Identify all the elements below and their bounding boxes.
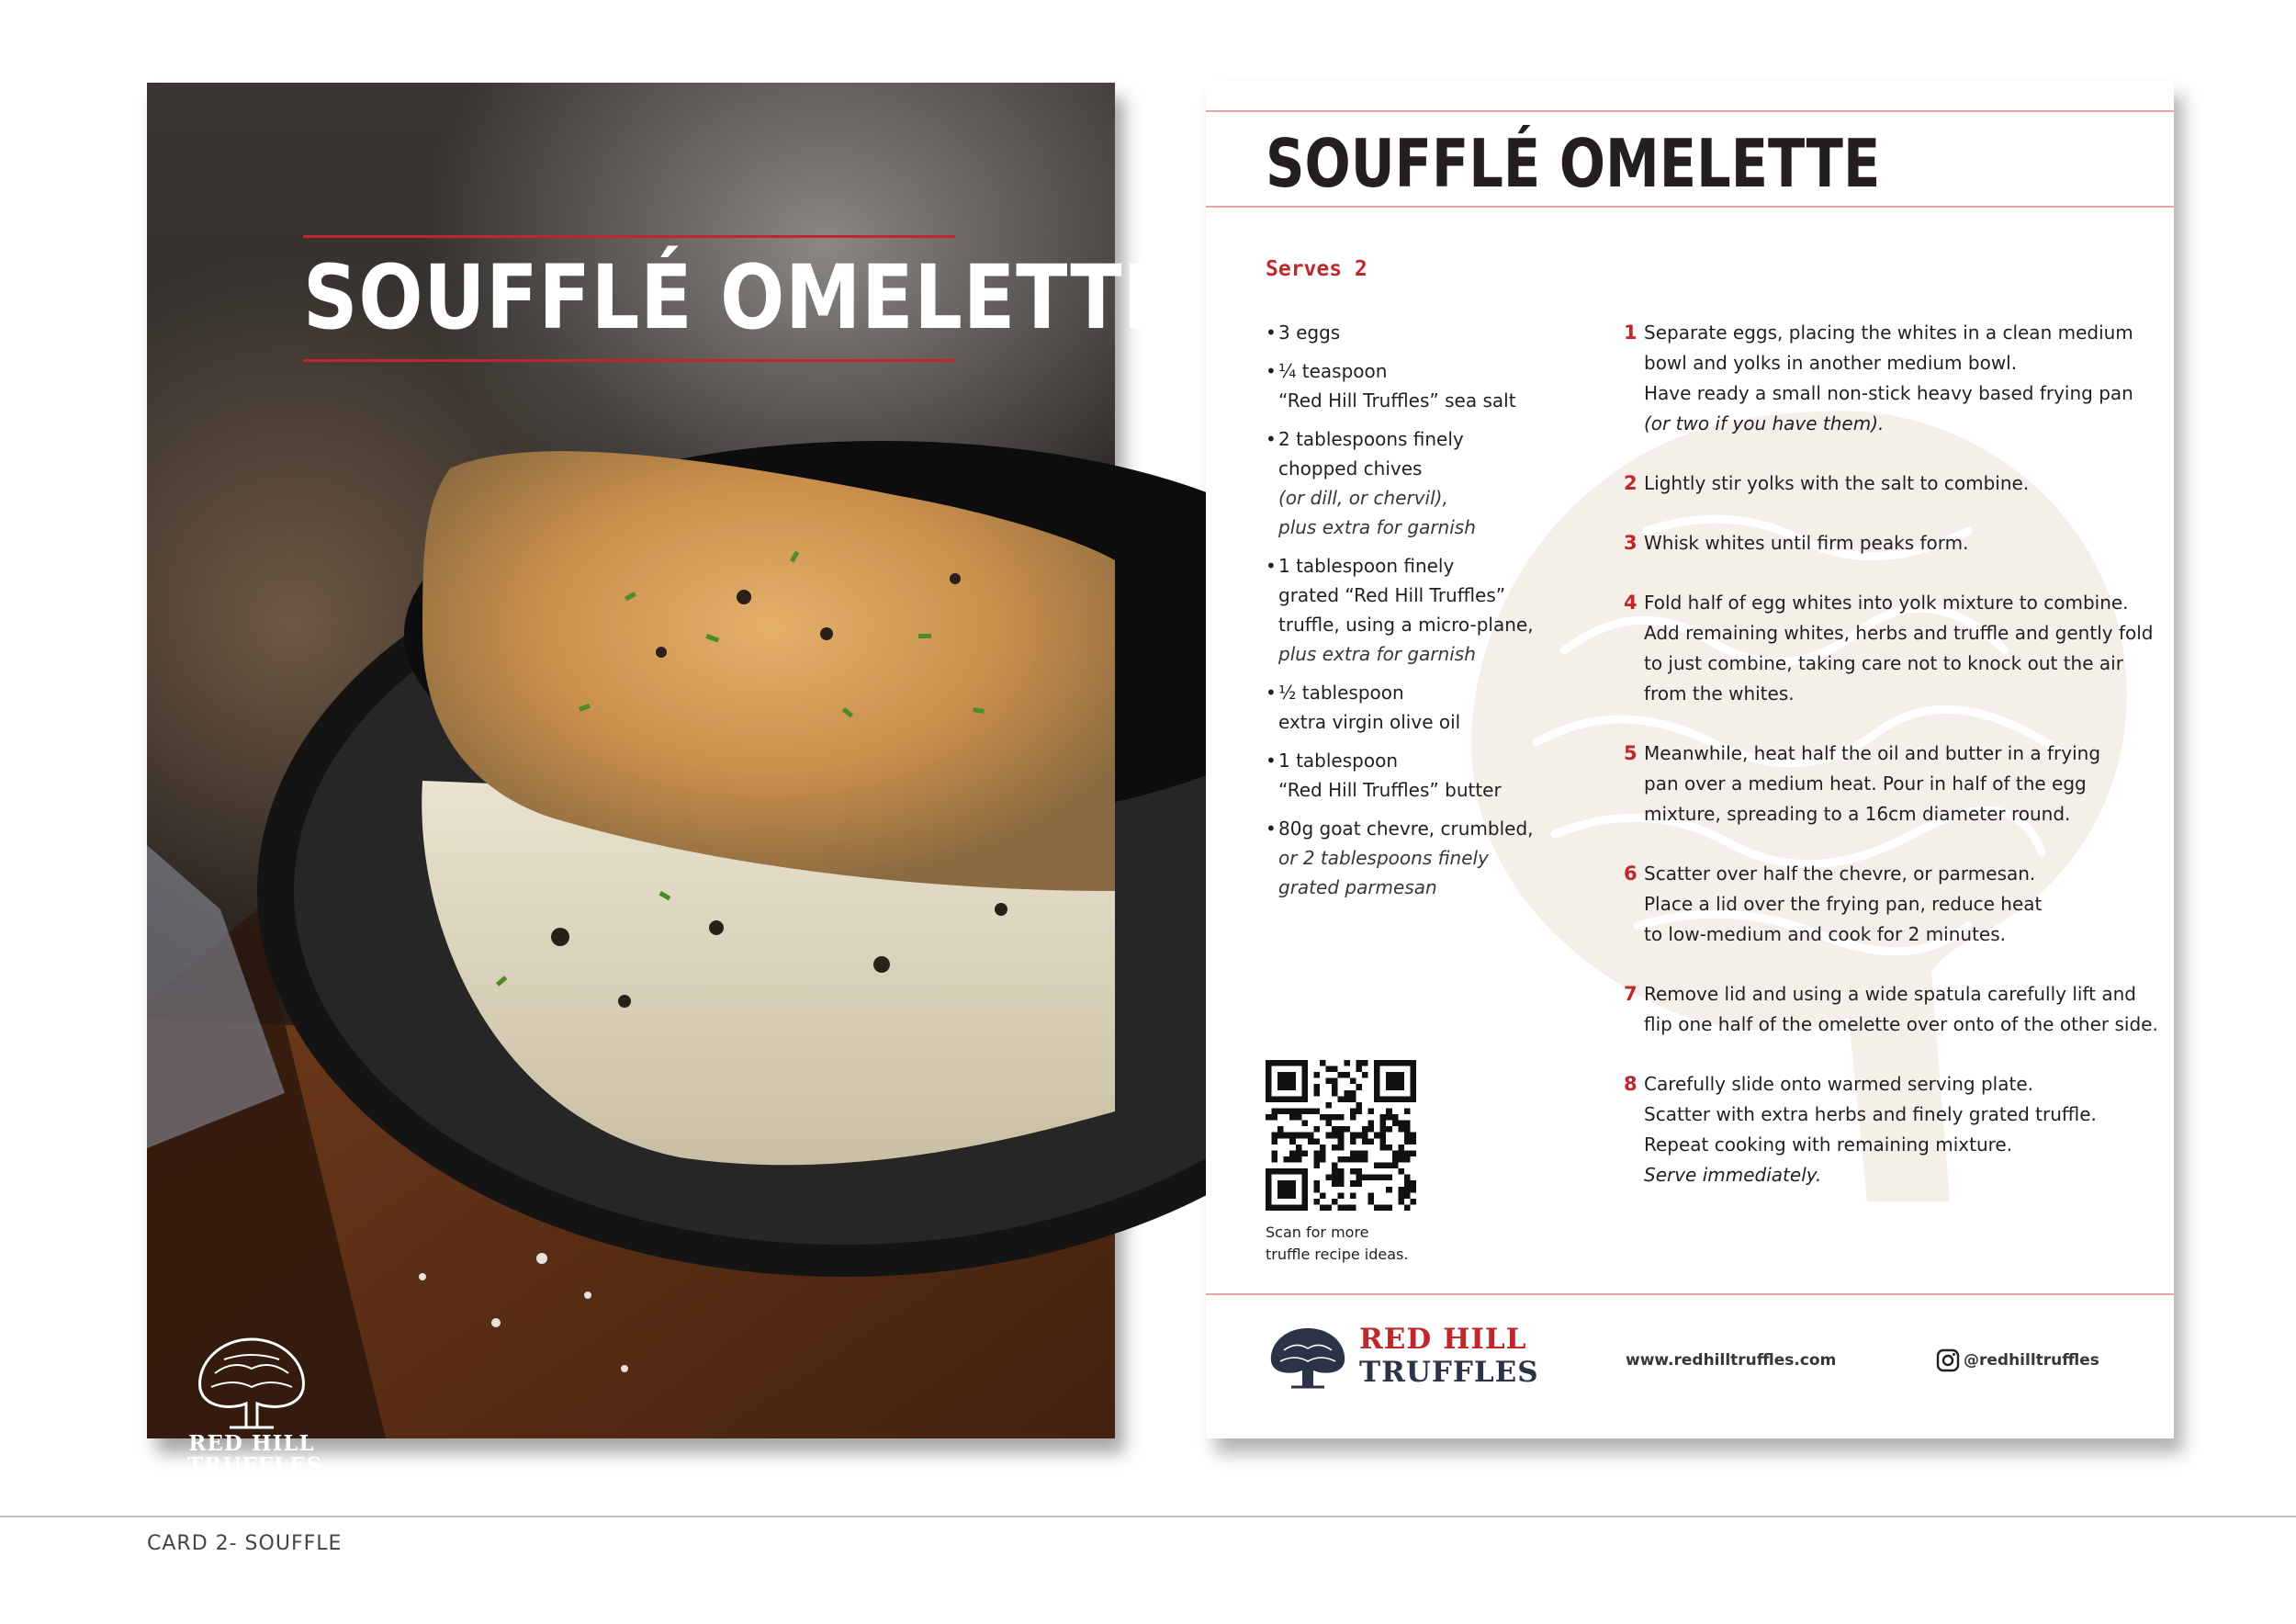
ingredient-text: extra virgin olive oil <box>1278 711 1461 733</box>
step-text: bowl and yolks in another medium bowl. <box>1644 352 2018 374</box>
step-number: 4 <box>1624 592 1638 614</box>
ingredient-item <box>1266 318 1541 347</box>
back-title: SOUFFLÉ OMELETTE <box>1266 125 1881 202</box>
step-text: Add remaining whites, herbs and truffle and gently fold <box>1644 622 2154 644</box>
qr-caption <box>1266 1222 1408 1266</box>
method-step <box>1624 859 2156 950</box>
qr-caption-line1: Scan for more <box>1266 1224 1369 1241</box>
ingredient-text: ½ tablespoon <box>1278 682 1404 704</box>
step-number: 3 <box>1624 532 1638 554</box>
ingredient-note: plus extra for garnish <box>1278 516 1476 538</box>
footer-brand-logo <box>1266 1321 1541 1394</box>
step-text: Carefully slide onto warmed serving plate. <box>1644 1073 2033 1095</box>
step-text: to low-medium and cook for 2 minutes. <box>1644 923 2007 945</box>
step-note: (or two if you have them). <box>1644 412 1885 434</box>
method-step <box>1624 318 2156 439</box>
step-text: from the whites. <box>1644 682 1795 705</box>
step-number: 7 <box>1624 983 1638 1005</box>
step-text: Scatter with extra herbs and finely grated truffle. <box>1644 1103 2097 1125</box>
step-number: 6 <box>1624 863 1638 885</box>
method-step <box>1624 979 2156 1040</box>
method-step <box>1624 739 2156 829</box>
instagram-handle[interactable] <box>1936 1348 2099 1372</box>
step-text: mixture, spreading to a 16cm diameter round. <box>1644 803 2071 825</box>
ingredient-item <box>1266 424 1541 542</box>
step-number: 1 <box>1624 321 1638 344</box>
step-text: Repeat cooking with remaining mixture. <box>1644 1133 2013 1156</box>
qr-caption-line2: truffle recipe ideas. <box>1266 1246 1409 1263</box>
ingredient-text: chopped chives <box>1278 457 1423 479</box>
step-number: 5 <box>1624 742 1638 764</box>
ingredient-text: “Red Hill Truffles” butter <box>1278 779 1502 801</box>
front-brand-line2: TRUFFLES <box>187 1453 323 1478</box>
front-title-frame <box>303 235 1176 362</box>
tree-logo-icon <box>1266 1325 1350 1391</box>
back-card <box>1206 81 2174 1438</box>
top-divider <box>1206 110 2174 112</box>
front-card <box>147 83 1176 1478</box>
ingredient-text: 3 eggs <box>1278 321 1341 344</box>
step-text: flip one half of the omelette over onto of the other side. <box>1644 1013 2158 1035</box>
front-brand-line1: RED HILL <box>188 1431 315 1456</box>
ingredient-text: 1 tablespoon finely <box>1278 555 1455 577</box>
footer-divider <box>1206 1293 2174 1295</box>
step-text: Have ready a small non-stick heavy based frying pan <box>1644 382 2133 404</box>
step-text: Remove lid and using a wide spatula carefully lift and <box>1644 983 2136 1005</box>
ingredient-text: grated “Red Hill Truffles” <box>1278 584 1506 606</box>
ingredients-list <box>1266 318 1541 911</box>
page-caption: CARD 2- SOUFFLE <box>147 1532 343 1555</box>
step-text: Fold half of egg whites into yolk mixture to combine. <box>1644 592 2129 614</box>
tree-logo-icon <box>187 1332 316 1433</box>
bullet-icon: • <box>1266 428 1277 450</box>
ingredient-item <box>1266 678 1541 737</box>
step-note: Serve immediately. <box>1644 1164 1822 1186</box>
front-brand-logo <box>187 1332 323 1478</box>
ingredient-note: (or dill, or chervil), <box>1278 487 1448 509</box>
step-text: Meanwhile, heat half the oil and butter in a frying <box>1644 742 2101 764</box>
ingredient-note: or 2 tablespoons finely <box>1278 847 1489 869</box>
qr-code-icon <box>1266 1060 1416 1211</box>
bullet-icon: • <box>1266 750 1277 772</box>
ingredient-item <box>1266 814 1541 902</box>
title-divider <box>1206 206 2174 208</box>
method-steps <box>1624 318 2156 1220</box>
step-text: Scatter over half the chevre, or parmesan. <box>1644 863 2036 885</box>
step-text: pan over a medium heat. Pour in half of the egg <box>1644 773 2087 795</box>
footer-brand-line1: RED HILL <box>1359 1323 1527 1356</box>
ingredient-text: truffle, using a micro-plane, <box>1278 614 1534 636</box>
step-number: 8 <box>1624 1073 1638 1095</box>
footer-brand-line2: TRUFFLES <box>1359 1356 1539 1389</box>
step-text: to just combine, taking care not to knock out the air <box>1644 652 2123 674</box>
bullet-icon: • <box>1266 321 1277 344</box>
bullet-icon: • <box>1266 682 1277 704</box>
step-text: Lightly stir yolks with the salt to combine. <box>1644 472 2030 494</box>
serves-label: Serves 2 <box>1266 257 1367 281</box>
ingredient-text: 80g goat chevre, crumbled, <box>1278 818 1534 840</box>
bullet-icon: • <box>1266 818 1277 840</box>
bullet-icon: • <box>1266 360 1277 382</box>
ingredient-text: “Red Hill Truffles” sea salt <box>1278 389 1516 412</box>
step-text: Separate eggs, placing the whites in a clean medium <box>1644 321 2133 344</box>
ingredient-text: 1 tablespoon <box>1278 750 1398 772</box>
instagram-handle-text: @redhilltruffles <box>1964 1351 2099 1370</box>
ingredient-note: plus extra for garnish <box>1278 643 1476 665</box>
method-step <box>1624 528 2156 558</box>
step-text: Whisk whites until firm peaks form. <box>1644 532 1969 554</box>
ingredient-text: ¼ teaspoon <box>1278 360 1388 382</box>
instagram-icon <box>1936 1348 1960 1372</box>
bullet-icon: • <box>1266 555 1277 577</box>
page-divider <box>0 1516 2296 1517</box>
method-step <box>1624 468 2156 499</box>
step-text: Place a lid over the frying pan, reduce heat <box>1644 893 2043 915</box>
front-title: SOUFFLÉ OMELETTE <box>303 246 1176 349</box>
method-step <box>1624 588 2156 709</box>
step-number: 2 <box>1624 472 1638 494</box>
method-step <box>1624 1069 2156 1190</box>
ingredient-item <box>1266 551 1541 669</box>
ingredient-item <box>1266 356 1541 415</box>
ingredient-text: 2 tablespoons finely <box>1278 428 1464 450</box>
ingredient-note: grated parmesan <box>1278 876 1437 898</box>
ingredient-item <box>1266 746 1541 805</box>
website-link[interactable]: www.redhilltruffles.com <box>1626 1351 1837 1370</box>
